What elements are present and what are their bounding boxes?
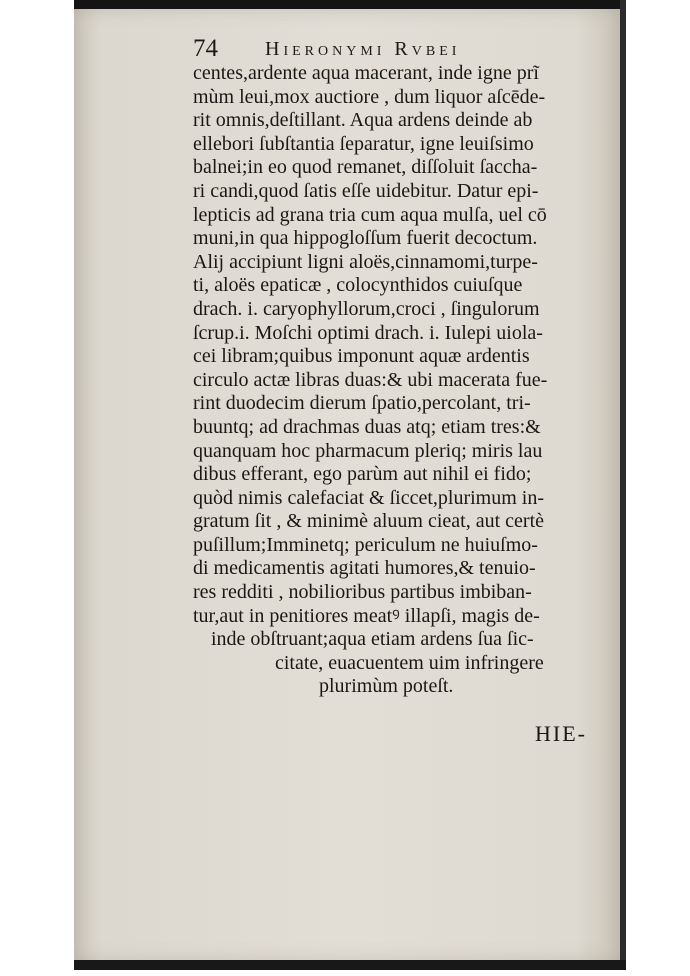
text-line: quòd nimis calefaciat & ſiccet,plurimum in- [193, 486, 545, 509]
text-line: buuntq; ad drachmas duas atq; etiam tres:& [193, 415, 541, 438]
text-line: centes,ardente aqua macerant, inde igne prĩ [193, 62, 539, 84]
text-line: lepticis ad grana tria cum aqua mulſa, uel cō [193, 203, 547, 226]
text-line: citate, euacuentem uim infringere [275, 651, 544, 674]
text-line: rint duodecim dierum ſpatio,percolant, tri- [193, 392, 531, 415]
text-line: muni,in qua hippogloſſum fuerit decoctum. [193, 227, 538, 250]
text-line: balnei;in eo quod remanet, diſſoluit ſaccha- [193, 156, 538, 179]
text-line: circulo actæ libras duas:& ubi macerata fue- [193, 368, 548, 391]
text-line: tur,aut in penitiores meatꝰ illapſi, magis de- [193, 604, 540, 627]
scan-right-edge [620, 0, 626, 968]
text-line: res redditi , nobilioribus partibus imbiban- [193, 581, 532, 604]
text-line: quanquam hoc pharmacum pleriq; miris lau [193, 439, 543, 462]
text-line: di medicamentis agitati humores,& tenuio- [193, 557, 536, 580]
text-line: rit omnis,deſtillant. Aqua ardens deinde ab [193, 109, 533, 132]
text-line: inde obſtruant;aqua etiam ardens ſua ſic- [211, 628, 534, 651]
text-line: ri candi,quod ſatis eſſe uidebitur. Datur epi- [193, 179, 539, 202]
text-line: dibus efferant, ego parùm aut nihil ei fido; [193, 463, 532, 486]
text-line: ellebori ſubſtantia ſeparatur, igne leuiſsimo [193, 132, 534, 155]
text-line: cei libram;quibus imponunt aquæ ardentis [193, 345, 530, 368]
text-line: Alij accipiunt ligni aloës,cinnamomi,turpe- [193, 250, 538, 273]
scan-bottom-edge [74, 960, 626, 970]
text-line: drach. i. caryophyllorum,croci , ſingulorum [193, 297, 540, 320]
text-line: plurimùm poteſt. [319, 675, 454, 698]
running-head: Hieronymi Rvbei [265, 38, 461, 60]
page-header [193, 34, 603, 64]
scan-top-edge [74, 0, 626, 9]
text-line: ſcrup.i. Moſchi optimi drach. i. Iulepi uiola- [193, 321, 543, 344]
text-line: mùm leui,mox auctiore , dum liquor aſcēde- [193, 85, 546, 108]
catchword: HIE- [535, 721, 587, 746]
text-line: gratum ſit , & minimè aluum cieat, aut certè [193, 510, 544, 533]
body-text [193, 62, 603, 699]
page-number: 74 [193, 35, 218, 62]
text-line: puſillum;Imminetq; periculum ne huiuſmo- [193, 533, 538, 556]
text-line: ti, aloës epaticæ , colocynthidos cuiuſque [193, 274, 523, 297]
